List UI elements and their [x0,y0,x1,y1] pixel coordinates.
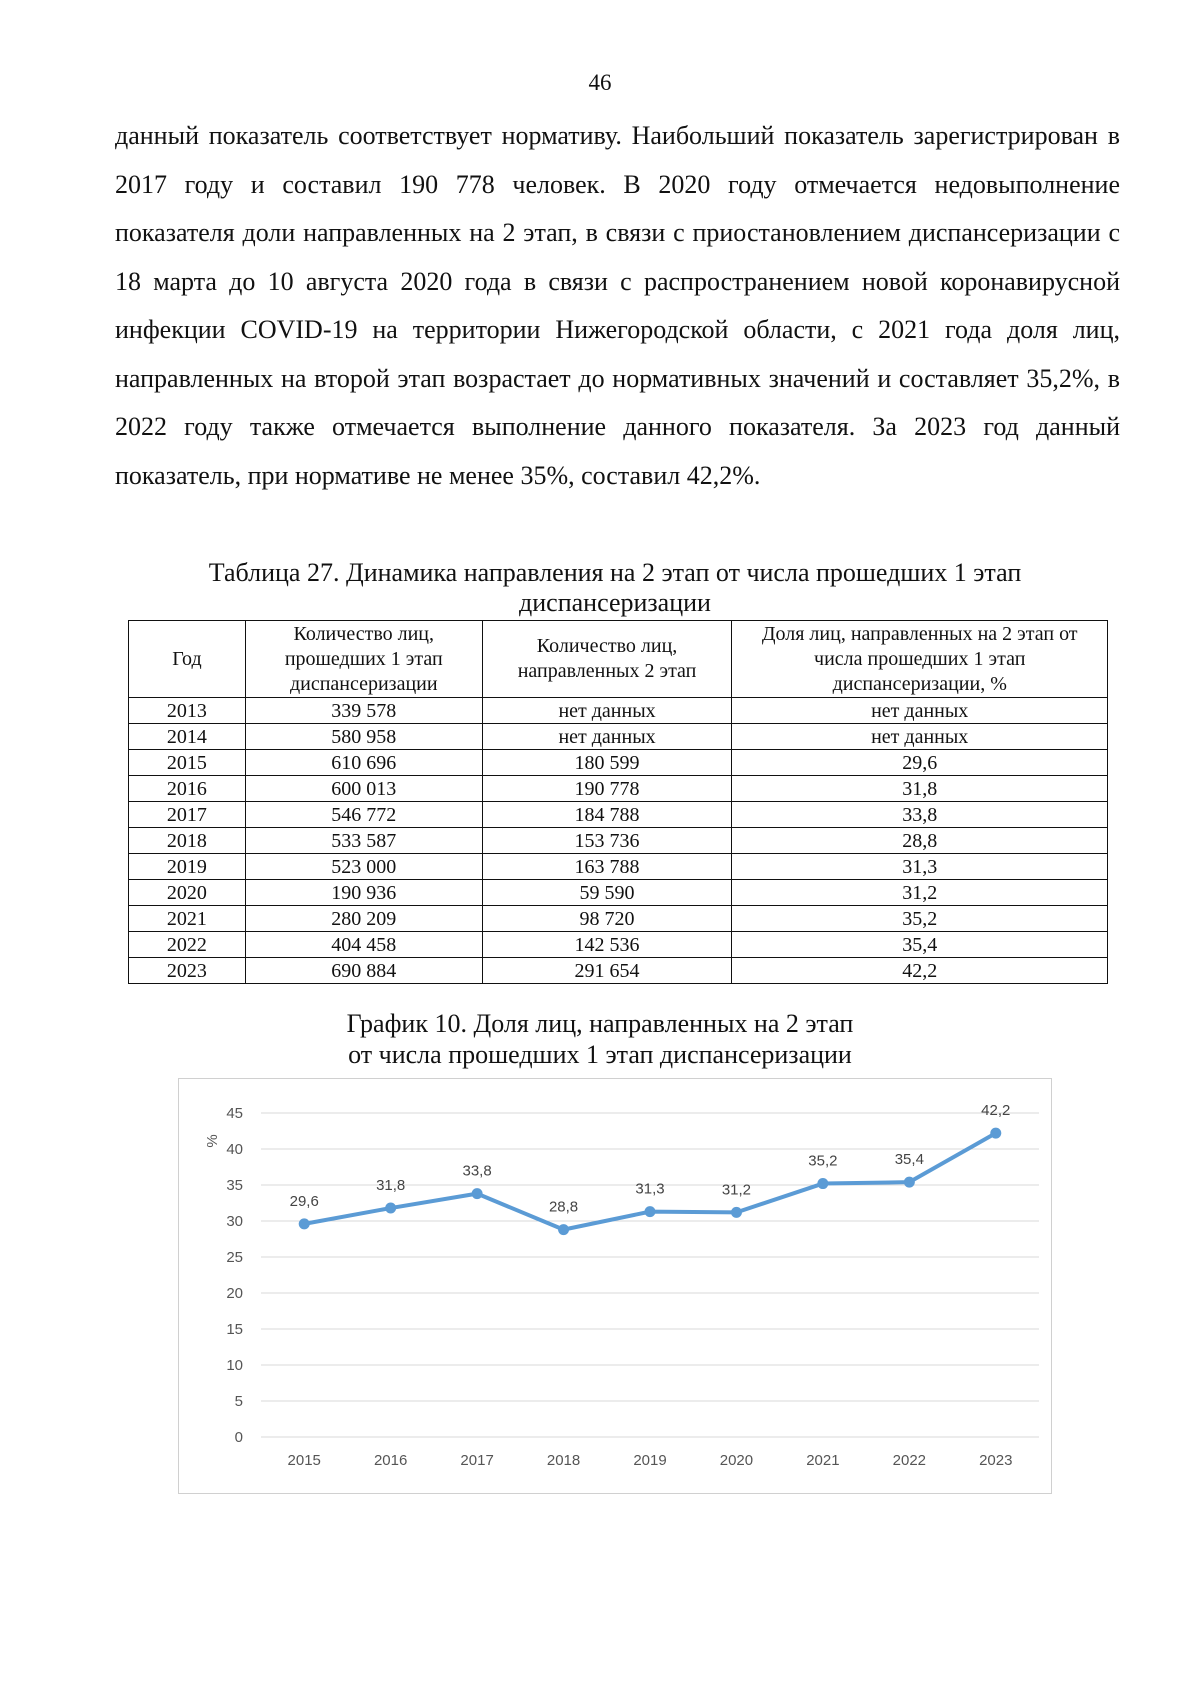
y-tick-label: 25 [226,1249,243,1266]
cell-first-stage: 339 578 [245,698,482,724]
table-row [129,958,1108,984]
table-row [129,932,1108,958]
cell-share: 31,8 [732,776,1108,802]
table-row [129,776,1108,802]
cell-share: 31,2 [732,880,1108,906]
cell-year: 2017 [129,802,246,828]
cell-share: 42,2 [732,958,1108,984]
table-row [129,880,1108,906]
table-header-year: Год [129,621,246,698]
x-tick-label: 2016 [373,1452,408,1469]
cell-year: 2019 [129,854,246,880]
data-table [128,620,1108,984]
y-tick-label: 30 [226,1213,243,1230]
cell-year: 2015 [129,750,246,776]
cell-first-stage: 610 696 [245,750,482,776]
cell-year: 2021 [129,906,246,932]
y-tick-label: 15 [226,1321,243,1338]
data-label: 31,3 [635,1180,665,1198]
table-row [129,906,1108,932]
table-row [129,698,1108,724]
cell-first-stage: 600 013 [245,776,482,802]
x-tick-label: 2018 [546,1452,581,1469]
cell-first-stage: 404 458 [245,932,482,958]
table-row [129,724,1108,750]
data-label: 42,2 [981,1102,1011,1120]
cell-share: 33,8 [732,802,1108,828]
cell-year: 2016 [129,776,246,802]
table-row [129,854,1108,880]
cell-second-stage: 180 599 [482,750,732,776]
data-point [558,1224,569,1235]
data-point [904,1177,915,1188]
table-header-row [129,621,1108,698]
cell-first-stage: 580 958 [245,724,482,750]
cell-year: 2022 [129,932,246,958]
y-tick-label: 35 [226,1177,243,1194]
cell-share: 29,6 [732,750,1108,776]
table-header-share: Доля лиц, направленных на 2 этап от числа прошедших 1 этап диспансеризации, % [732,621,1108,698]
table-header-second-stage: Количество лиц, направленных 2 этап [482,621,732,698]
data-point [817,1178,828,1189]
cell-first-stage: 690 884 [245,958,482,984]
cell-share: 35,2 [732,906,1108,932]
cell-first-stage: 190 936 [245,880,482,906]
table-row [129,828,1108,854]
data-point [731,1207,742,1218]
table-caption: Таблица 27. Динамика направления на 2 этап от числа прошедших 1 этап диспансеризации [208,558,1022,617]
cell-second-stage: 153 736 [482,828,732,854]
x-tick-label: 2017 [460,1452,494,1469]
cell-share: 31,3 [732,854,1108,880]
data-label: 31,8 [376,1177,406,1195]
cell-first-stage: 280 209 [245,906,482,932]
x-tick-label: 2022 [892,1452,927,1469]
page-number: 46 [588,70,612,95]
cell-second-stage: 142 536 [482,932,732,958]
cell-second-stage: 184 788 [482,802,732,828]
table-header-first-stage: Количество лиц, прошедших 1 этап диспансеризации [245,621,482,698]
y-tick-label: 45 [226,1105,243,1122]
table-row [129,802,1108,828]
data-point [645,1206,656,1217]
cell-second-stage: нет данных [482,724,732,750]
cell-second-stage: 291 654 [482,958,732,984]
cell-year: 2014 [129,724,246,750]
chart-caption-line-2: от числа прошедших 1 этап диспансеризации [348,1040,852,1069]
cell-second-stage: 190 778 [482,776,732,802]
table-row [129,750,1108,776]
data-label: 35,2 [808,1152,838,1170]
data-point [299,1218,310,1229]
data-point [990,1128,1001,1139]
cell-share: 35,4 [732,932,1108,958]
cell-first-stage: 533 587 [245,828,482,854]
x-tick-label: 2020 [719,1452,754,1469]
cell-year: 2018 [129,828,246,854]
data-label: 33,8 [462,1162,492,1180]
y-axis-label: % [204,1134,221,1148]
table-body [129,698,1108,984]
cell-year: 2020 [129,880,246,906]
data-label: 35,4 [894,1151,924,1169]
y-tick-label: 5 [234,1393,243,1410]
cell-second-stage: нет данных [482,698,732,724]
data-label: 29,6 [289,1192,319,1210]
x-tick-label: 2021 [806,1452,840,1469]
cell-share: нет данных [732,698,1108,724]
chart-caption-line-1: График 10. Доля лиц, направленных на 2 этап [346,1009,854,1038]
cell-year: 2013 [129,698,246,724]
x-tick-label: 2023 [979,1452,1013,1469]
cell-second-stage: 163 788 [482,854,732,880]
data-point [472,1188,483,1199]
data-label: 31,2 [721,1181,752,1199]
cell-share: 28,8 [732,828,1108,854]
cell-share: нет данных [732,724,1108,750]
y-tick-label: 10 [226,1357,243,1374]
chart-caption [0,1008,1200,1070]
line-chart-frame [178,1078,1052,1494]
x-tick-label: 2019 [633,1452,667,1469]
y-tick-label: 0 [234,1429,243,1446]
cell-year: 2023 [129,958,246,984]
body-paragraph: данный показатель соответствует нормативу. Наибольший показатель зарегистрирован в 2017 году и составил 190 778 человек. В 2020 году отмечается недовыполнение показателя доли направленных на 2 этап, в связи с приостановлением диспансеризации с 18 марта до 10 августа 2020 года в связи с распространением новой коронавирусной инфекции COVID-19 на территории Нижегородской области, с 2021 года доля лиц, направленных на второй этап возрастает до нормативных значений и составляет 35,2%, в 2022 году также отмечается выполнение данного показателя. За 2023 год данный показатель, при нормативе не менее 35%, составил 42,2%. [115,121,1120,490]
cell-first-stage: 523 000 [245,854,482,880]
cell-second-stage: 98 720 [482,906,732,932]
cell-second-stage: 59 590 [482,880,732,906]
y-tick-label: 40 [226,1141,243,1158]
line-chart [179,1079,1051,1493]
data-label: 28,8 [548,1198,579,1216]
x-tick-label: 2015 [287,1452,321,1469]
cell-first-stage: 546 772 [245,802,482,828]
y-tick-label: 20 [226,1285,243,1302]
data-point [385,1203,396,1214]
